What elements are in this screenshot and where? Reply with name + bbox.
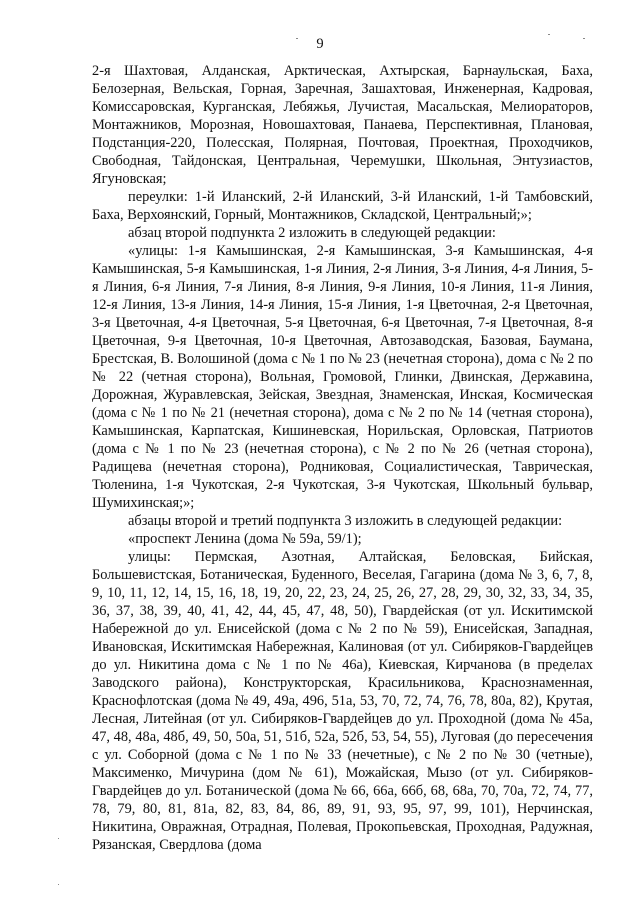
paragraph-streets-subitem-3: улицы: Пермская, Азотная, Алтайская, Беловская, Бийская, Большевистская, Ботаническая, Буденного, Веселая, Гагарина (дома № 3, 6, 7, 8, 9, 10, 11, 12, 14, 15, 16, 18, 19, 20, 22, 23, 24, 25, 26, 27, 28, 29, 30, 32, 33, 34, 35, 36, 37, 38, 39, 40, 41, 42, 44, 45, 47, 48, 50), Гвардейская (от ул. Искитимской Набережной до ул. Енисейской (дома с № 2 по № 59), Енисейская, Западная, Ивановская, Искитимская Набережная, Калиновая (от ул. Сибиряков-Гвардейцев до ул. Никитина дома с № 1 по № 46а), Киевская, Кирчанова (в пределах Заводского района), Конструкторская, Красильникова, Краснознаменная, Краснофлотская (дома № 49, 49а, 496, 51а, 53, 70, 72, 74, 76, 78, 80а, 82), Крутая, Лесная, Литейная (от ул. Сибиряков-Гвардейцев до ул. Проходной (дома № 45а, 47, 48, 48а, 48б, 49, 50, 50а, 51, 51б, 52а, 52б, 53, 54, 55), Луговая (до пересечения с ул. Соборной (дома с № 1 по № 33 (нечетные), с № 2 по № 30 (четные), Максименко, Мичурина (дом № 61), Можайская, Мызо (от ул. Сибиряков-Гвардейцев до ул. Ботанической (дома № 66, 66а, 66б, 68, 68а, 70, 70а, 72, 74, 77, 78, 79, 80, 81, 81а, 82, 83, 84, 86, 89, 91, 93, 95, 97, 99, 101), Нерчинская, Никитина, Овражная, Отрадная, Полевая, Прокопьевская, Проходная, Радужная, Рязанская, Свердлова (дома (92, 549, 593, 853)
paragraph-streets-list-end: 2-я Шахтовая, Алданская, Арктическая, Ахтырская, Барнаульская, Баха, Белозерная, Вельская, Горная, Заречная, Зашахтовая, Инженерная, Кадровая, Комиссаровская, Курганская, Лебяжья, Лучистая, Масальская, Мелиораторов, Монтажников, Морозная, Новошахтовая, Панаева, Перспективная, Плановая, Подстанция-220, Полесская, Полярная, Почтовая, Проектная, Проходчиков, Свободная, Тайдонская, Центральная, Черемушки, Школьная, Энтузиастов, Ягуновская; (92, 63, 593, 187)
paragraph-amendment-2: абзац второй подпункта 2 изложить в следующей редакции: (128, 225, 496, 241)
paragraph-streets-subitem-2: «улицы: 1-я Камышинская, 2-я Камышинская, 3-я Камышинская, 4-я Камышинская, 5-я Камышинская, 1-я Линия, 2-я Линия, 3-я Линия, 4-я Линия, 5-я Линия, 6-я Линия, 7-я Линия, 8-я Линия, 9-я Линия, 10-я Линия, 11-я Линия, 12-я Линия, 13-я Линия, 14-я Линия, 15-я Линия, 1-я Цветочная, 2-я Цветочная, 3-я Цветочная, 4-я Цветочная, 5-я Цветочная, 6-я Цветочная, 7-я Цветочная, 8-я Цветочная, 9-я Цветочная, 10-я Цветочная, Автозаводская, Базовая, Баумана, Брестская, В. Волошиной (дома с № 1 по № 23 (нечетная сторона), дома с № 2 по № 22 (четная сторона), Вольная, Громовой, Глинки, Двинская, Державина, Дорожная, Журавлевская, Зейская, Звездная, Знаменская, Инская, Космическая (дома с № 1 по № 21 (нечетная сторона), дома с № 2 по № 14 (четная сторона), Камышинская, Карпатская, Кишиневская, Норильская, Орловская, Патриотов (дома с № 1 по № 23 (нечетная сторона), с № 2 по № 26 (четная сторона), Радищева (нечетная сторона), Родниковая, Социалистическая, Таврическая, Тюленина, 1-я Чукотская, 2-я Чукотская, 3-я Чукотская, Школьный бульвар, Шумихинская;»; (92, 243, 593, 511)
paragraph-lanes: переулки: 1-й Иланский, 2-й Иланский, 3-й Иланский, 1-й Тамбовский, Баха, Верхоянский, Горный, Монтажников, Складской, Центральный;»; (92, 189, 593, 223)
page-number: 9 (316, 36, 324, 52)
paragraph-lenin-avenue: «проспект Ленина (дома № 59а, 59/1); (128, 531, 362, 547)
paragraph-amendment-3: абзацы второй и третий подпункта 3 изложить в следующей редакции: (128, 513, 563, 529)
document-body (92, 62, 593, 854)
